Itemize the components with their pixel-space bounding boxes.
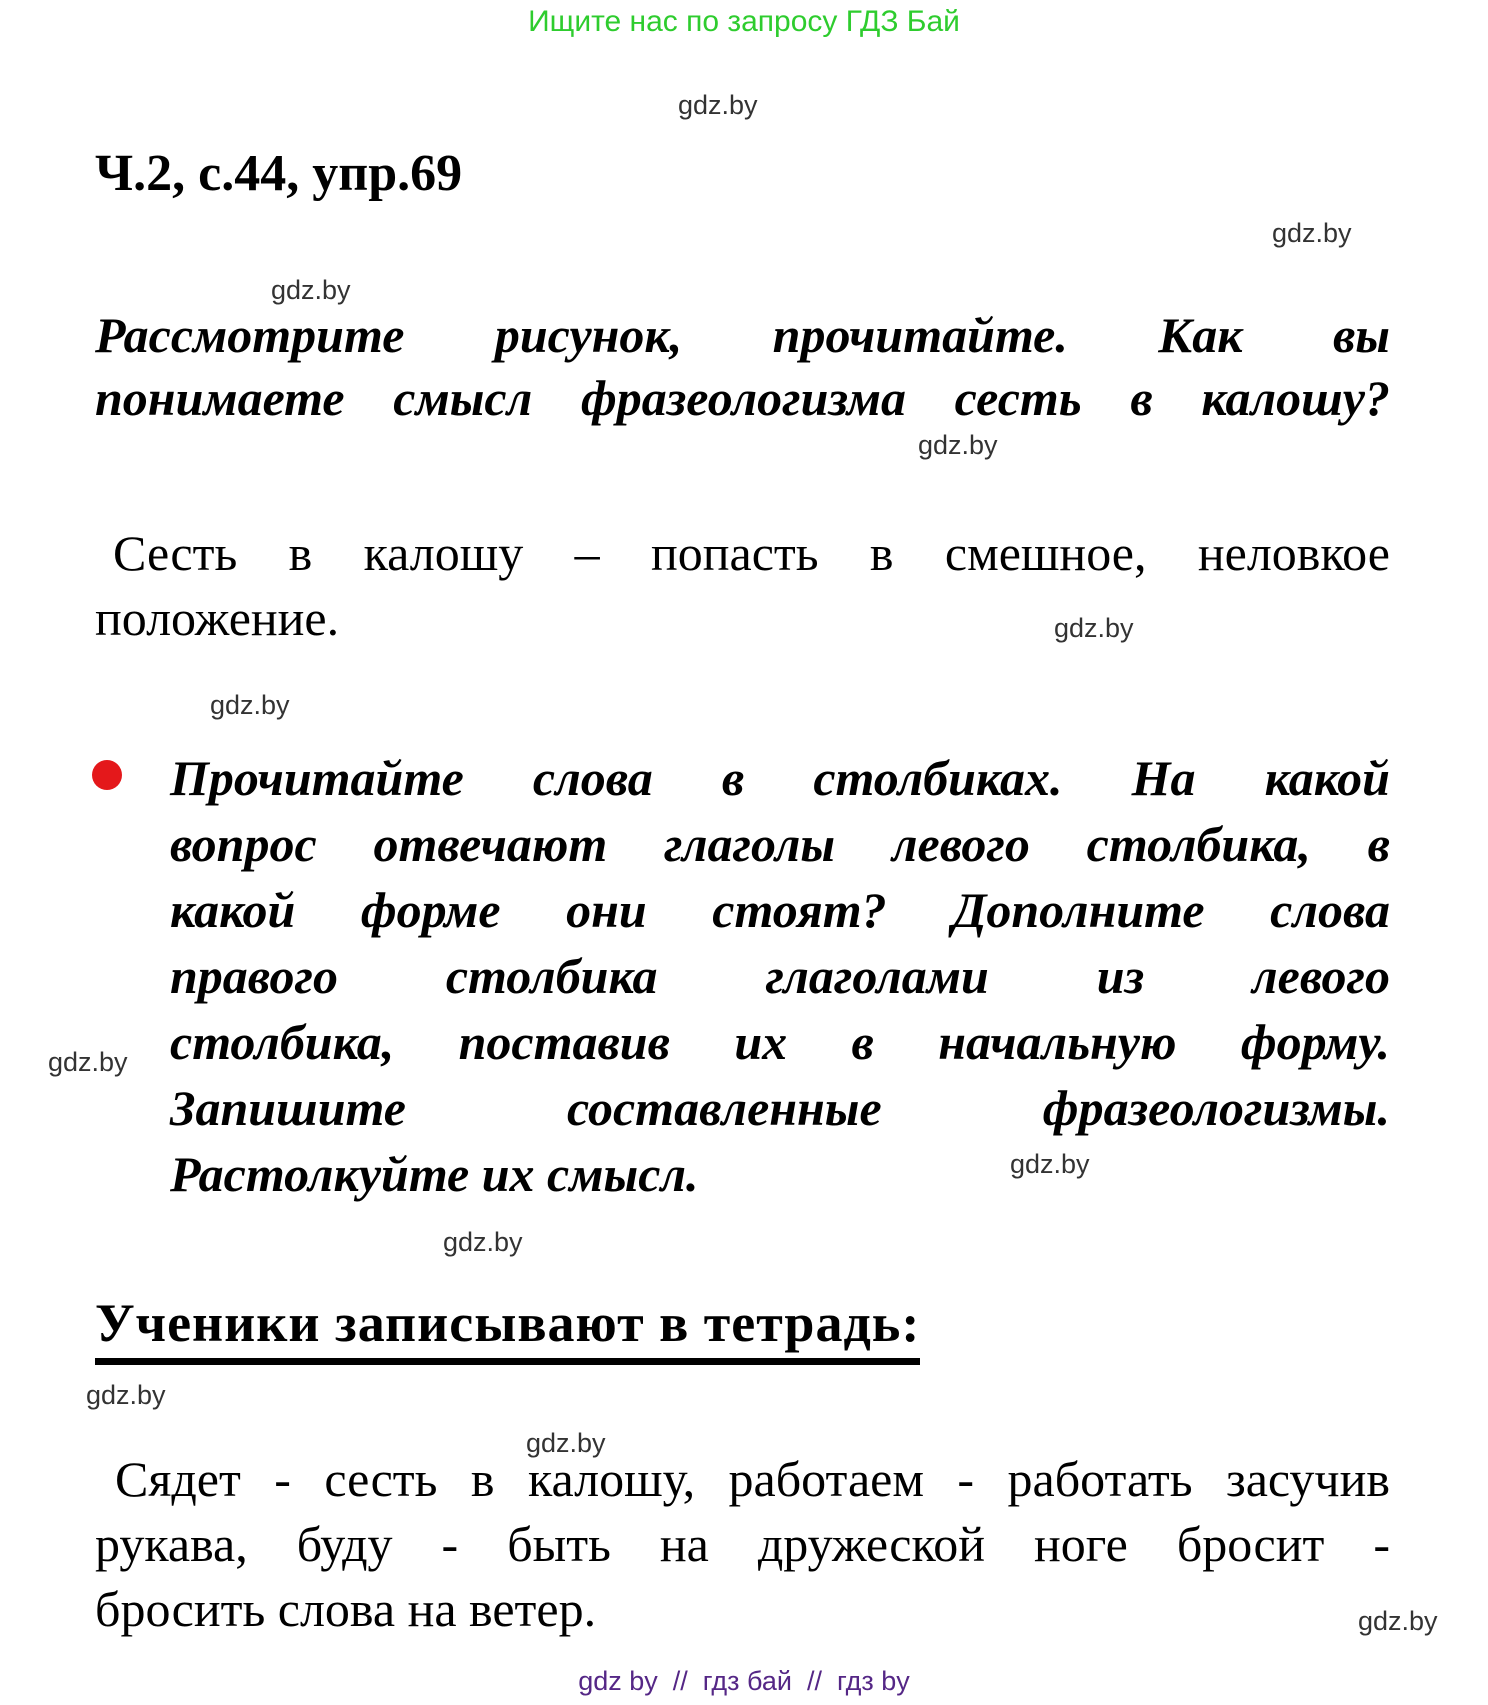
watermark: gdz.by [526, 1428, 606, 1458]
task-instructions-paragraph [170, 745, 1390, 1207]
task-question-paragraph [95, 304, 1390, 430]
exercise-title: Ч.2, с.44, упр.69 [95, 145, 463, 202]
text-line: Прочитайте слова в столбиках. На какой [170, 750, 1390, 806]
text-line: рукава, буду - быть на дружеской ноге бросит - [95, 1516, 1390, 1572]
definition-answer-paragraph [95, 521, 1390, 651]
text-line: Запишите составленные фразеологизмы. [170, 1080, 1390, 1136]
text-line: вопрос отвечают глаголы левого столбика, в [170, 816, 1390, 872]
notebook-answer-paragraph [95, 1447, 1390, 1642]
promo-banner: Ищите нас по запросу ГДЗ Бай [528, 5, 960, 38]
text-line: какой форме они стоят? Дополните слова [170, 882, 1390, 938]
notebook-subheading [95, 1293, 920, 1353]
watermark: gdz.by [678, 90, 758, 120]
text-line: бросить слова на ветер. [95, 1581, 597, 1637]
text-line: столбика, поставив их в начальную форму. [170, 1014, 1390, 1070]
watermark: gdz.by [1272, 218, 1352, 248]
bullet-marker-icon [92, 760, 122, 790]
watermark: gdz.by [48, 1047, 128, 1077]
watermark: gdz.by [271, 275, 351, 305]
watermark: gdz.by [443, 1227, 523, 1257]
text-line: Растолкуйте их смысл. [170, 1146, 699, 1202]
text-line: положение. [95, 590, 340, 646]
text-line: Сесть в калошу – попасть в смешное, неловкое [113, 525, 1390, 581]
text-line: правого столбика глаголами из левого [170, 948, 1390, 1004]
watermark: gdz.by [1054, 613, 1134, 643]
notebook-subheading-underline: Ученики записывают в тетрадь: [95, 1293, 920, 1365]
watermark: gdz.by [86, 1380, 166, 1410]
footer-links: gdz by // гдз бай // гдз by [578, 1666, 910, 1696]
watermark: gdz.by [210, 690, 290, 720]
text-line: Рассмотрите рисунок, прочитайте. Как вы [95, 307, 1390, 363]
watermark: gdz.by [918, 430, 998, 460]
text-line: Сядет - сесть в калошу, работаем - работать засучив [115, 1451, 1390, 1507]
watermark: gdz.by [1010, 1149, 1090, 1179]
watermark: gdz.by [1358, 1606, 1438, 1636]
text-line: понимаете смысл фразеологизма сесть в калошу? [95, 370, 1390, 426]
